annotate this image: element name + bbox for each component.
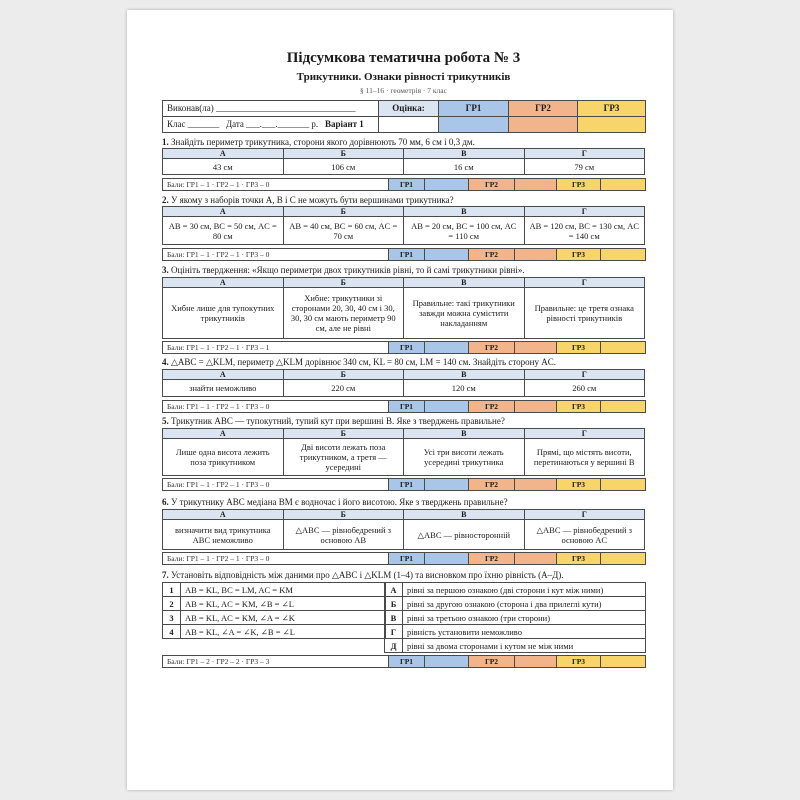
page-meta: § 11–16 · геометрія · 7 клас xyxy=(360,86,447,95)
options-table-6 xyxy=(162,509,645,550)
option-letter: Г xyxy=(524,278,645,288)
option-letter: В xyxy=(404,370,525,380)
option-text: 220 см xyxy=(283,380,404,397)
match-condition: AB = KL, AC = KM, ∠B = ∠L xyxy=(181,597,386,611)
student-name-line: Виконав(ла) _______________________________ xyxy=(163,101,379,117)
points-text: Бали: ГР1 – 1 · ГР2 – 1 · ГР3 – 0 xyxy=(163,401,389,413)
option-letter: А xyxy=(163,278,284,288)
option-letter: В xyxy=(404,510,525,520)
match-condition: AB = KL, ∠A = ∠K, ∠B = ∠L xyxy=(181,625,386,639)
gr3-score-box xyxy=(601,656,646,668)
question-6 xyxy=(162,496,645,508)
gr1-label: ГР1 xyxy=(389,342,425,354)
gr1-label: ГР1 xyxy=(389,401,425,413)
gr1-score-box xyxy=(425,179,469,191)
option-text: 79 см xyxy=(524,159,645,175)
matching-left-table xyxy=(162,582,386,639)
gr2-score-box xyxy=(515,479,557,491)
option-text: AB = 30 см, BC = 50 см, AC = 80 см xyxy=(163,217,284,245)
option-letter: Б xyxy=(283,429,404,439)
gr1-label: ГР1 xyxy=(389,179,425,191)
option-text: Правильне: такі трикутники завжди можна сумістити накладанням xyxy=(404,288,525,339)
gr1-grade-box xyxy=(439,117,509,133)
class-line: Клас _______ xyxy=(167,119,220,129)
question-text: У трикутнику ABC медіана BM є водночас і його висотою. Яке з тверджень правильне? xyxy=(171,497,508,507)
matching-right-table xyxy=(384,582,646,653)
question-2 xyxy=(162,194,645,206)
gr3-label: ГР3 xyxy=(557,553,601,565)
option-text: визначити вид трикутника ABC неможливо xyxy=(163,520,284,550)
page-title: Підсумкова тематична робота № 3 xyxy=(286,50,521,66)
option-letter: В xyxy=(404,429,525,439)
gr2-label: ГР2 xyxy=(469,656,515,668)
points-text: Бали: ГР1 – 1 · ГР2 – 1 · ГР3 – 0 xyxy=(163,249,389,261)
option-letter: Г xyxy=(524,510,645,520)
match-number: 2 xyxy=(163,597,181,611)
option-text: △ABC — рівнобедрений з основою AC xyxy=(524,520,645,550)
grade-label: Оцінка: xyxy=(379,101,439,117)
option-text: AB = 40 см, BC = 60 см, AC = 70 см xyxy=(283,217,404,245)
question-number: 5. xyxy=(162,416,169,426)
test-page xyxy=(127,10,673,790)
option-letter: В xyxy=(404,207,525,217)
gr3-score-box xyxy=(601,342,646,354)
options-table-3 xyxy=(162,277,645,339)
gr2-label: ГР2 xyxy=(469,249,515,261)
question-7 xyxy=(162,569,645,581)
option-letter: А xyxy=(163,370,284,380)
gr2-label: ГР2 xyxy=(509,101,578,117)
points-text: Бали: ГР1 – 1 · ГР2 – 1 · ГР3 – 0 xyxy=(163,553,389,565)
gr2-label: ГР2 xyxy=(469,401,515,413)
option-letter: Б xyxy=(283,149,404,159)
gr2-label: ГР2 xyxy=(469,342,515,354)
gr3-label: ГР3 xyxy=(557,179,601,191)
question-number: 3. xyxy=(162,265,169,275)
score-row-1 xyxy=(162,178,646,191)
match-conclusion: рівні за двома сторонами і кутом не між ними xyxy=(403,639,646,653)
gr2-score-box xyxy=(515,401,557,413)
match-letter: А xyxy=(385,583,403,597)
option-text: Дві висоти лежать поза трикутником, а третя — усередині xyxy=(283,439,404,476)
option-letter: Б xyxy=(283,510,404,520)
gr3-label: ГР3 xyxy=(557,342,601,354)
option-text: 43 см xyxy=(163,159,284,175)
student-info-table xyxy=(162,100,646,133)
question-number: 6. xyxy=(162,497,169,507)
gr1-score-box xyxy=(425,479,469,491)
option-text: Прямі, що містять висоти, перетинаються у вершині B xyxy=(524,439,645,476)
gr2-score-box xyxy=(515,342,557,354)
grade-blank xyxy=(379,117,439,133)
score-row-2 xyxy=(162,248,646,261)
page-subtitle: Трикутники. Ознаки рівності трикутників xyxy=(296,71,511,83)
gr3-label: ГР3 xyxy=(578,101,646,117)
option-text: △ABC — рівносторонній xyxy=(404,520,525,550)
question-4 xyxy=(162,356,645,368)
option-letter: А xyxy=(163,510,284,520)
option-text: △ABC — рівнобедрений з основою AB xyxy=(283,520,404,550)
match-letter: Б xyxy=(385,597,403,611)
gr3-score-box xyxy=(601,179,646,191)
score-row-6 xyxy=(162,552,646,565)
score-row-4 xyxy=(162,400,646,413)
gr2-label: ГР2 xyxy=(469,479,515,491)
question-1 xyxy=(162,136,645,148)
option-letter: В xyxy=(404,149,525,159)
gr1-score-box xyxy=(425,553,469,565)
gr3-label: ГР3 xyxy=(557,249,601,261)
gr3-grade-box xyxy=(578,117,646,133)
gr1-label: ГР1 xyxy=(389,553,425,565)
option-text: AB = 120 см, BC = 130 см, AC = 140 см xyxy=(524,217,645,245)
gr1-label: ГР1 xyxy=(389,249,425,261)
options-table-5 xyxy=(162,428,645,476)
score-row-3 xyxy=(162,341,646,354)
match-condition: AB = KL, BC = LM, AC = KM xyxy=(181,583,386,597)
question-text: △ABC = △KLM, периметр △KLM дорівнює 340 см, KL = 80 см, LM = 140 см. Знайдіть сторону AC. xyxy=(171,357,556,367)
gr1-score-box xyxy=(425,249,469,261)
option-letter: А xyxy=(163,149,284,159)
points-text: Бали: ГР1 – 1 · ГР2 – 1 · ГР3 – 0 xyxy=(163,179,389,191)
gr1-score-box xyxy=(425,401,469,413)
question-text: Установіть відповідність між даними про △ABC і △KLM (1–4) та висновком про їхню рівність (А–Д). xyxy=(171,570,564,580)
gr2-score-box xyxy=(515,656,557,668)
score-row-7 xyxy=(162,655,646,668)
option-text: 106 см xyxy=(283,159,404,175)
option-letter: Г xyxy=(524,429,645,439)
option-letter: Г xyxy=(524,370,645,380)
points-text: Бали: ГР1 – 1 · ГР2 – 1 · ГР3 – 0 xyxy=(163,479,389,491)
variant-label: Варіант 1 xyxy=(324,119,364,129)
question-number: 1. xyxy=(162,137,169,147)
options-table-4 xyxy=(162,369,645,397)
options-table-2 xyxy=(162,206,645,245)
option-text: 260 см xyxy=(524,380,645,397)
option-letter: В xyxy=(404,278,525,288)
match-letter: Д xyxy=(385,639,403,653)
option-text: Хибне лише для тупокутних трикутників xyxy=(163,288,284,339)
gr2-label: ГР2 xyxy=(469,553,515,565)
gr3-score-box xyxy=(601,479,646,491)
option-text: Лише одна висота лежить поза трикутником xyxy=(163,439,284,476)
option-text: Усі три висоти лежать усередині трикутника xyxy=(404,439,525,476)
question-text: Знайдіть периметр трикутника, сторони якого дорівнюють 70 мм, 6 см і 0,3 дм. xyxy=(171,137,475,147)
match-conclusion: рівні за третьою ознакою (три сторони) xyxy=(403,611,646,625)
gr1-label: ГР1 xyxy=(389,479,425,491)
option-letter: А xyxy=(163,207,284,217)
option-letter: Б xyxy=(283,207,404,217)
gr3-score-box xyxy=(601,249,646,261)
option-text: знайти неможливо xyxy=(163,380,284,397)
gr2-grade-box xyxy=(509,117,578,133)
question-5 xyxy=(162,415,645,427)
option-letter: Г xyxy=(524,207,645,217)
gr2-score-box xyxy=(515,179,557,191)
option-letter: Г xyxy=(524,149,645,159)
match-letter: Г xyxy=(385,625,403,639)
match-letter: В xyxy=(385,611,403,625)
class-date-variant-line xyxy=(163,117,379,133)
date-line: Дата ___.___._______ р. xyxy=(225,119,319,129)
option-text: Правильне: це третя ознака рівності трикутників xyxy=(524,288,645,339)
match-number: 3 xyxy=(163,611,181,625)
match-conclusion: рівні за другою ознакою (сторона і два прилеглі кути) xyxy=(403,597,646,611)
score-row-5 xyxy=(162,478,646,491)
gr3-score-box xyxy=(601,401,646,413)
gr2-score-box xyxy=(515,553,557,565)
option-text: 120 см xyxy=(404,380,525,397)
match-number: 4 xyxy=(163,625,181,639)
match-condition: AB = KL, AC = KM, ∠A = ∠K xyxy=(181,611,386,625)
option-letter: А xyxy=(163,429,284,439)
question-text: Трикутник ABC — тупокутний, тупий кут при вершині B. Яке з тверджень правильне? xyxy=(171,416,505,426)
gr1-score-box xyxy=(425,656,469,668)
option-text: 16 см xyxy=(404,159,525,175)
question-text: У якому з наборів точки A, B і C не можуть бути вершинами трикутника? xyxy=(171,195,454,205)
gr3-label: ГР3 xyxy=(557,656,601,668)
points-text: Бали: ГР1 – 2 · ГР2 – 2 · ГР3 – 3 xyxy=(163,656,389,668)
gr1-label: ГР1 xyxy=(439,101,509,117)
question-number: 7. xyxy=(162,570,169,580)
option-text: AB = 20 см, BC = 100 см, AC = 110 см xyxy=(404,217,525,245)
gr2-score-box xyxy=(515,249,557,261)
points-text: Бали: ГР1 – 1 · ГР2 – 1 · ГР3 – 1 xyxy=(163,342,389,354)
options-table-1 xyxy=(162,148,645,175)
gr1-label: ГР1 xyxy=(389,656,425,668)
match-conclusion: рівні за першою ознакою (дві сторони і кут між ними) xyxy=(403,583,646,597)
question-3 xyxy=(162,264,645,276)
option-letter: Б xyxy=(283,278,404,288)
gr3-label: ГР3 xyxy=(557,401,601,413)
match-conclusion: рівність установити неможливо xyxy=(403,625,646,639)
option-letter: Б xyxy=(283,370,404,380)
question-text: Оцініть твердження: «Якщо периметри двох трикутників рівні, то й самі трикутники рівні». xyxy=(171,265,525,275)
gr3-label: ГР3 xyxy=(557,479,601,491)
option-text: Хибне: трикутники зі сторонами 20, 30, 40 см і 30, 30, 30 см мають периметр 90 см, але не рівні xyxy=(283,288,404,339)
question-number: 2. xyxy=(162,195,169,205)
gr1-score-box xyxy=(425,342,469,354)
question-number: 4. xyxy=(162,357,169,367)
match-number: 1 xyxy=(163,583,181,597)
gr2-label: ГР2 xyxy=(469,179,515,191)
gr3-score-box xyxy=(601,553,646,565)
